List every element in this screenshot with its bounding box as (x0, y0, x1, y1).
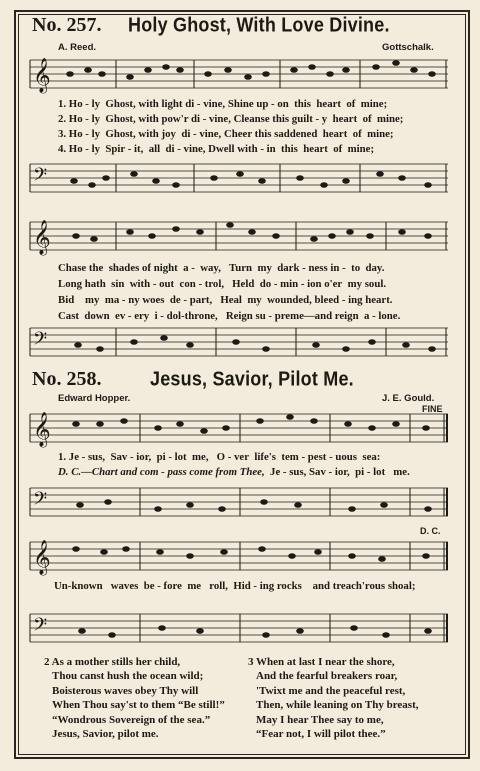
hymn-257-verse-4-line-1: 4. Ho - ly Spir - it, all di - vine, Dwell with - in this heart of mine; (58, 143, 375, 155)
hymn-257-verse-1-line-1: 1. Ho - ly Ghost, with light di - vine, Shine up - on this heart of mine; (58, 98, 388, 110)
svg-text:𝄢: 𝄢 (33, 165, 48, 190)
svg-text:𝄢: 𝄢 (33, 489, 48, 514)
hymn-257-number: No. 257. (32, 14, 102, 36)
hymn-258-dc-line: D. C.—Chart and com - pass come from Thee, Je - sus, Sav - ior, pi - lot me. (58, 466, 410, 478)
hymn-257-author: A. Reed. (58, 42, 97, 53)
hymn-258-title: Jesus, Savior, Pilot Me. (150, 367, 354, 391)
hymn-258-verse-1-line-2: Un-known waves be - fore me roll, Hid - ing rocks and treach'rous shoal; (54, 580, 416, 592)
hymn-258-stanza-2: 2 As a mother stills her child, Thou canst hush the ocean wild; Boisterous waves obey Thy will When Thou say'st to them “Be still!” “Wondrous Sovereign of the sea.” Jesus, Savior, pilot me. (44, 656, 225, 741)
dc-marking: D. C. (420, 526, 441, 536)
hymn-258-verse-1-line-1: 1. Je - sus, Sav - ior, pi - lot me, O - ver life's tem - pest - uous sea: (58, 451, 381, 463)
hymn-258-stanza-3: 3 When at last I near the shore, And the fearful breakers roar, 'Twixt me and the peaceful rest, Then, while leaning on Thy breast, May I hear Thee say to me, “Fear not, I will pilot thee.” (248, 656, 419, 741)
staff-bass (30, 162, 448, 198)
staff-bass (30, 326, 448, 362)
svg-text:𝄞: 𝄞 (33, 220, 51, 255)
staff-treble (30, 412, 448, 448)
hymn-258-composer: J. E. Gould. (382, 393, 435, 404)
svg-text:𝄞: 𝄞 (33, 540, 51, 575)
hymn-257-composer: Gottschalk. (382, 42, 434, 53)
fine-marking: FINE (422, 404, 443, 414)
staff-treble (30, 220, 448, 256)
hymn-257-verse-3-line-1: 3. Ho - ly Ghost, with joy di - vine, Cheer this saddened heart of mine; (58, 128, 394, 140)
staff-bass (30, 612, 448, 648)
svg-text:𝄞: 𝄞 (33, 58, 51, 93)
hymn-257-verse-1-line-2: Chase the shades of night a - way, Turn my dark - ness in - to day. (58, 262, 385, 274)
hymn-258-author: Edward Hopper. (58, 393, 131, 404)
hymn-257-title: Holy Ghost, With Love Divine. (128, 13, 390, 37)
hymn-257-verse-4-line-2: Cast down ev - ery i - dol-throne, Reign su - preme—and reign a - lone. (58, 310, 401, 322)
staff-treble (30, 58, 448, 94)
staff-treble (30, 540, 448, 576)
staff-bass (30, 486, 448, 522)
hymn-257-verse-3-line-2: Bid my ma - ny woes de - part, Heal my wounded, bleed - ing heart. (58, 294, 393, 306)
svg-text:𝄞: 𝄞 (33, 412, 51, 447)
svg-text:𝄢: 𝄢 (33, 615, 48, 640)
hymn-257-verse-2-line-2: Long hath sin with - out con - trol, Held do - min - ion o'er my soul. (58, 278, 387, 290)
hymn-257-verse-2-line-1: 2. Ho - ly Ghost, with pow'r di - vine, Cleanse this guilt - y heart of mine; (58, 113, 404, 125)
hymn-258-number: No. 258. (32, 368, 102, 390)
svg-text:𝄢: 𝄢 (33, 329, 48, 354)
